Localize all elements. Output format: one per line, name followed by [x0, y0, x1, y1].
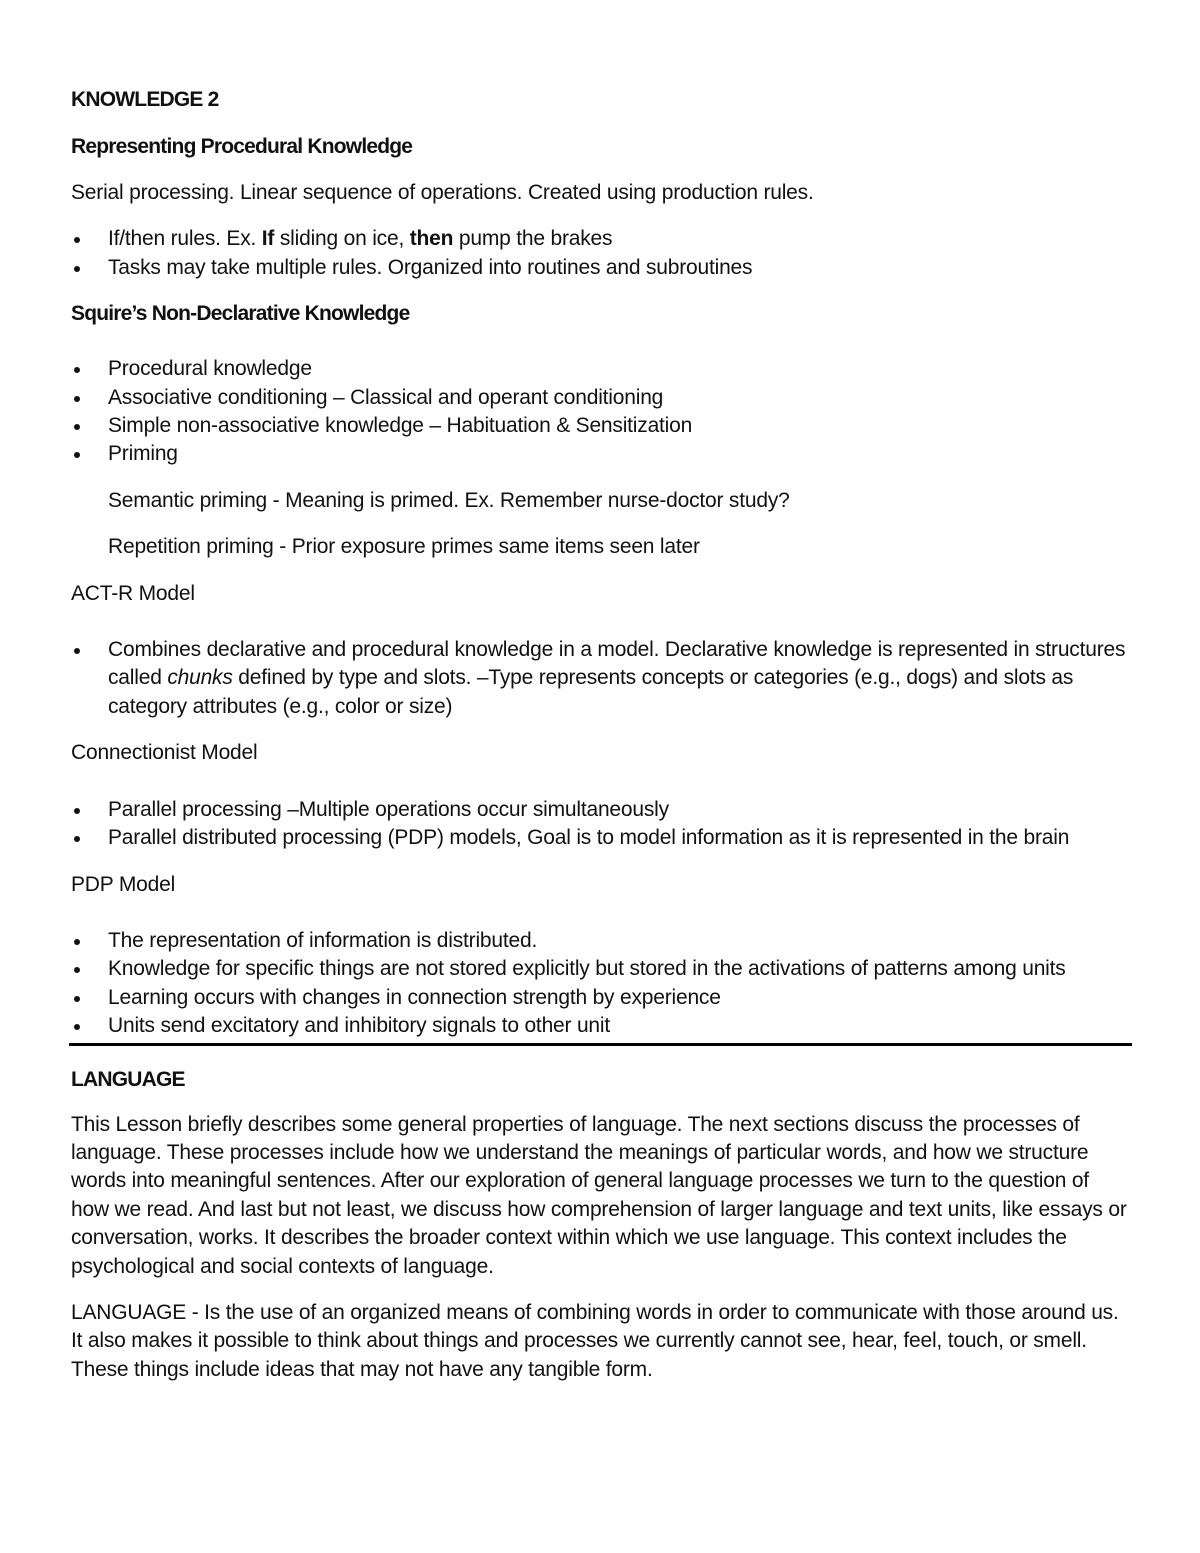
- section-act-r: [71, 580, 1132, 722]
- section-divider: [69, 1043, 1132, 1046]
- procedural-list: [71, 225, 1132, 282]
- list-item: Parallel processing –Multiple operations occur simultaneously: [71, 796, 1132, 824]
- section-pdp: [71, 871, 1132, 1041]
- list-item: Knowledge for specific things are not stored explicitly but stored in the activations of patterns among units: [71, 955, 1132, 983]
- procedural-heading: Representing Procedural Knowledge: [71, 135, 413, 158]
- squire-list: [71, 355, 1132, 469]
- language-paragraph-2: LANGUAGE - Is the use of an organized means of combining words in order to communicate with those around us. It also makes it possible to think about things and processes we currently cannot see, hear, feel, touch, or smell. These things include ideas that may not have any tangible form.: [71, 1300, 1119, 1381]
- section-language: [71, 1066, 1132, 1385]
- connectionist-heading: Connectionist Model: [71, 741, 258, 765]
- rule-text-mid: sliding on ice,: [274, 227, 410, 251]
- list-item: Priming: [71, 440, 1132, 468]
- procedural-intro: Serial processing. Linear sequence of operations. Created using production rules.: [71, 181, 814, 204]
- list-item: Simple non-associative knowledge – Habituation & Sensitization: [71, 412, 1132, 440]
- list-item: Learning occurs with changes in connection strength by experience: [71, 984, 1132, 1012]
- section-squire: [71, 300, 1132, 561]
- list-item: [71, 636, 1132, 721]
- rule-then-keyword: then: [409, 227, 454, 251]
- language-paragraph-1: This Lesson briefly describes some general properties of language. The next sections discuss the processes of language. These processes include how we understand the meanings of particular words, and how we structure words into meaningful sentences. After our exploration of general language processes we turn to the question of how we read. And last but not least, we discuss how comprehension of larger language and text units, like essays or conversation, works. It describes the broader context within which we use language. This context includes the psychological and social contexts of language.: [71, 1112, 1127, 1278]
- list-item: Parallel distributed processing (PDP) models, Goal is to model information as it is represented in the brain: [71, 824, 1132, 852]
- act-r-chunks-term: chunks: [167, 666, 233, 690]
- page-title: KNOWLEDGE 2: [71, 88, 219, 111]
- rule-if-keyword: If: [261, 227, 275, 251]
- connectionist-list: [71, 796, 1132, 853]
- rule-text-post: pump the brakes: [453, 227, 613, 251]
- section-connectionist: [71, 739, 1132, 852]
- act-r-text-post: defined by type and slots. –Type represents concepts or categories (e.g., dogs) and slots as category attributes (e.g., color or size): [108, 666, 1074, 718]
- language-heading: LANGUAGE: [71, 1067, 185, 1091]
- act-r-text-pre: Combines declarative and procedural knowledge in a model. Declarative knowledge is represented in structures called: [108, 638, 1126, 690]
- list-item: Associative conditioning – Classical and operant conditioning: [71, 384, 1132, 412]
- list-item: Procedural knowledge: [71, 355, 1132, 383]
- pdp-heading: PDP Model: [71, 872, 176, 896]
- list-item: Tasks may take multiple rules. Organized into routines and subroutines: [71, 254, 1132, 282]
- squire-heading: Squire’s Non-Declarative Knowledge: [71, 302, 410, 326]
- semantic-priming-text: Semantic priming - Meaning is primed. Ex. Remember nurse-doctor study?: [108, 488, 790, 512]
- list-item: [71, 225, 1132, 253]
- list-item: Units send excitatory and inhibitory signals to other unit: [71, 1012, 1132, 1040]
- list-item: The representation of information is distributed.: [71, 927, 1132, 955]
- section-procedural: [71, 133, 1132, 282]
- rule-text-pre: If/then rules. Ex.: [108, 227, 262, 251]
- repetition-priming-text: Repetition priming - Prior exposure primes same items seen later: [108, 535, 700, 559]
- pdp-list: [71, 927, 1132, 1041]
- act-r-heading: ACT-R Model: [71, 581, 195, 605]
- act-r-list: [71, 636, 1132, 721]
